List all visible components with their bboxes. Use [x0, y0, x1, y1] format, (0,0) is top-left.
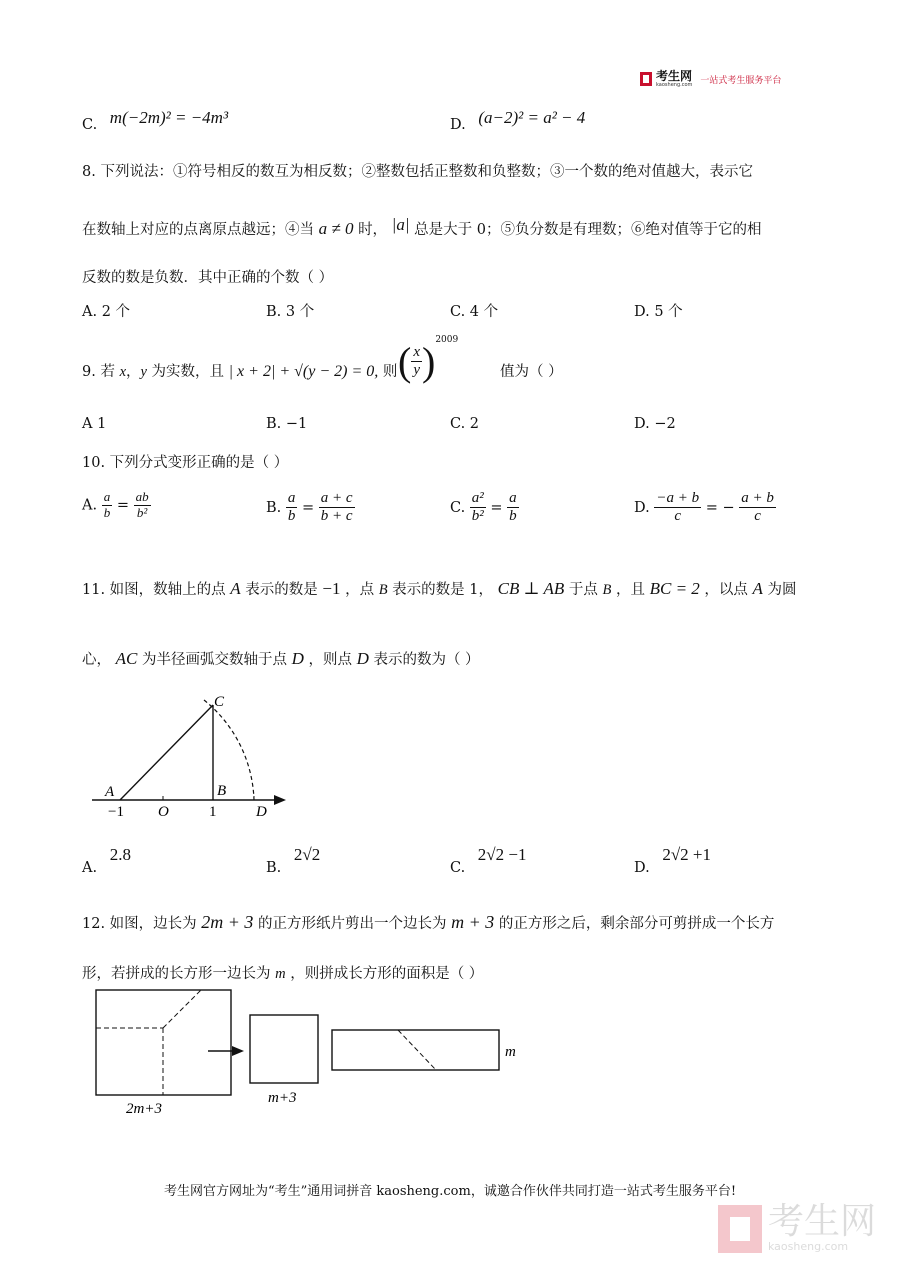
numerator: a² [470, 490, 486, 508]
arc-cd [204, 700, 254, 800]
q9-stem [82, 360, 397, 381]
label-o: O [158, 804, 169, 820]
q11-figure [88, 688, 298, 823]
tick-label-1: 1 [209, 804, 217, 820]
label-small: m+3 [268, 1090, 297, 1106]
option-label: C. [82, 117, 98, 133]
q12-line1 [82, 912, 774, 933]
footer-text: 考生网官方网址为“考生”通用词拼音 kaosheng.com，诚邀合作伙伴共同打造一站式考生服务平台! [163, 1184, 737, 1199]
text: 表示的数是 1， [392, 582, 494, 598]
fraction [507, 490, 519, 526]
text: ，则拼成长方形的面积是（ ） [290, 966, 484, 982]
denominator: y [413, 362, 420, 378]
option-value: 2√2 +1 [662, 845, 711, 864]
q7-option-c [82, 108, 229, 134]
option-value: 2.8 [109, 845, 131, 864]
label-d: D [256, 804, 267, 820]
q8-line3: 反数的数是负数．其中正确的个数（ ） [82, 270, 334, 286]
q9-option-d: D. −2 [634, 416, 676, 432]
q12-line2 [82, 962, 483, 983]
denominator: b [103, 504, 111, 520]
math: a ≠ 0 [318, 219, 354, 238]
paren: ( [398, 339, 412, 384]
q9-option-c: C. 2 [450, 416, 480, 432]
math: CB ⊥ AB [497, 579, 565, 598]
cut-line [163, 990, 201, 1028]
kaosheng-watermark-icon [718, 1205, 762, 1253]
q11-option-c [450, 845, 527, 876]
denominator: b [287, 508, 296, 525]
q11-option-a [82, 845, 131, 876]
option-label: A. [82, 497, 98, 514]
axis-arrow [274, 795, 286, 805]
text: 为半径画弧交数轴于点 [141, 652, 287, 668]
option-label: B. [266, 860, 282, 876]
q11-option-b [266, 845, 321, 876]
math: A [752, 579, 763, 598]
equals: = − [705, 499, 735, 516]
q8-option-d: D. 5 个 [634, 304, 683, 320]
option-label: D. [634, 860, 650, 876]
q11-option-d [634, 845, 711, 876]
text: ，则点 [308, 652, 352, 668]
denominator: c [674, 508, 682, 525]
label-a: A [105, 784, 115, 800]
fraction [654, 490, 701, 526]
math: B [378, 582, 388, 598]
logo-sub: kaosheng.com [656, 82, 693, 88]
numerator: ab [135, 489, 149, 504]
equals: = [116, 497, 129, 514]
math: 2m + 3 [201, 912, 254, 932]
q9-option-a: A 1 [82, 416, 107, 432]
text: 心， [82, 652, 111, 668]
text: 在数轴上对应的点离原点越远；④当 [82, 222, 314, 238]
q9-power [398, 334, 459, 385]
denominator: c [754, 508, 761, 525]
q12-figure [88, 985, 528, 1120]
text: 表示的数是 [245, 582, 318, 598]
q11-line1 [82, 578, 797, 599]
q8-option-a: A. 2 个 [82, 304, 131, 320]
denominator: b [509, 508, 517, 525]
small-square [250, 1015, 318, 1083]
label-c: C [214, 694, 225, 710]
equals: = [301, 499, 315, 516]
q10-option-c [450, 490, 519, 526]
label-b: B [217, 783, 227, 799]
tick-label-neg1: −1 [108, 804, 124, 820]
option-label: D. [634, 499, 650, 516]
text: 总是大于 0；⑤负分数是有理数；⑥绝对值等于它的相 [414, 222, 762, 238]
option-label: C. [450, 499, 466, 516]
fraction [470, 490, 486, 526]
q7-c-expr: m(−2m)² = −4m³ [109, 108, 229, 127]
text: 形，若拼成的长方形一边长为 [82, 966, 271, 982]
equals: = [490, 499, 503, 516]
text: 11. 如图，数轴上的点 [82, 582, 226, 598]
text: 12. 如图，边长为 [82, 916, 197, 932]
denominator: b² [471, 508, 484, 525]
denominator: b² [136, 504, 148, 520]
text: ， [126, 364, 141, 380]
math: AC [115, 649, 138, 668]
fraction [102, 490, 113, 521]
fraction [319, 490, 355, 526]
q7-option-d [450, 108, 586, 134]
q7-d-expr: (a−2)² = a² − 4 [478, 108, 586, 127]
numerator: a [103, 489, 111, 504]
numerator: a + b [739, 490, 776, 508]
fraction [286, 490, 298, 526]
option-label: B. [266, 499, 282, 516]
watermark-name: 考生网 [768, 1201, 877, 1242]
numerator: a [507, 490, 519, 508]
text: 表示的数为（ ） [373, 652, 480, 668]
q8-line2 [82, 215, 762, 239]
header-logo [640, 70, 781, 88]
text: 的正方形之后，剩余部分可剪拼成一个长方 [498, 916, 775, 932]
math: D [291, 649, 304, 668]
denominator: b + c [320, 508, 353, 525]
text: ，以点 [704, 582, 748, 598]
math: BC = 2 [649, 579, 700, 598]
q10-stem: 10. 下列分式变形正确的是（ ） [82, 455, 289, 471]
option-label: D. [450, 117, 466, 133]
text: 为实数，且 [151, 364, 225, 380]
q10-option-b [266, 490, 355, 526]
logo-slogan: 一站式考生服务平台 [700, 75, 782, 86]
text: 则 [382, 364, 398, 380]
fraction [739, 490, 776, 526]
q8-option-b: B. 3 个 [266, 304, 315, 320]
watermark [718, 1201, 877, 1253]
option-label: A. [82, 860, 98, 876]
math: D [356, 649, 369, 668]
q10-option-d [634, 490, 776, 526]
math: −1 [322, 579, 341, 598]
text: 时， [358, 222, 388, 238]
text: 为圆 [767, 582, 797, 598]
arrow-head [232, 1046, 244, 1056]
text: 的正方形纸片剪出一个边长为 [258, 916, 447, 932]
math: B [602, 582, 612, 598]
q11-line2 [82, 648, 480, 669]
q9-fraction [411, 344, 422, 380]
math: m [275, 966, 286, 982]
logo-name: 考生网 [656, 69, 693, 83]
watermark-sub: kaosheng.com [768, 1240, 849, 1253]
numerator: a [286, 490, 298, 508]
math: x [119, 364, 126, 380]
math: m + 3 [451, 912, 495, 932]
q9-tail: 值为（ ） [500, 364, 563, 380]
math: | x + 2| + √(y − 2) = 0, [228, 363, 379, 380]
kaosheng-logo-icon [640, 72, 652, 86]
q10-option-a [82, 490, 151, 521]
option-value: 2√2 −1 [477, 845, 527, 864]
label-rect: m [505, 1044, 516, 1060]
option-label: C. [450, 860, 466, 876]
fraction [134, 490, 151, 521]
text: 于点 [568, 582, 598, 598]
result-rectangle [332, 1030, 499, 1070]
q9-option-b: B. −1 [266, 416, 308, 432]
q8-option-c: C. 4 个 [450, 304, 499, 320]
segment-ac [120, 705, 213, 800]
text: ，点 [345, 582, 375, 598]
paren: ) [422, 339, 436, 384]
cut-line [398, 1030, 436, 1070]
label-big: 2m+3 [126, 1101, 162, 1117]
math: y [140, 364, 147, 380]
q8-line1: 8. 下列说法：①符号相反的数互为相反数；②整数包括正整数和负整数；③一个数的绝对值越大，表示它 [82, 164, 753, 180]
option-value: 2√2 [293, 845, 321, 864]
numerator: x [411, 344, 422, 362]
text: 9. 若 [82, 364, 115, 380]
text: ，且 [615, 582, 645, 598]
numerator: −a + b [654, 490, 701, 508]
exponent: 2009 [435, 334, 459, 345]
math: |a| [391, 215, 410, 234]
numerator: a + c [319, 490, 355, 508]
math: A [230, 579, 241, 598]
